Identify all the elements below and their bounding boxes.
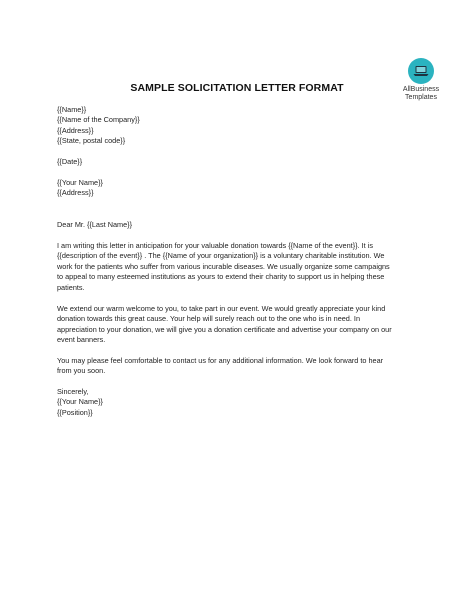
recipient-company: {{Name of the Company}} <box>57 115 140 125</box>
paragraph-2-line: appreciation to your donation, we will give you a donation certificate and advertise your company on our <box>57 324 392 334</box>
laptop-icon <box>408 58 434 84</box>
recipient-name: {{Name}} <box>57 105 87 114</box>
paragraph-2-line: event banners. <box>57 335 106 345</box>
paragraph-3-line: You may please feel comfortable to contact us for any additional information. We look forward to hear <box>57 356 384 365</box>
sign-off: Sincerely, <box>57 387 89 396</box>
paragraph-1-line: to appeal to many esteemed institutions as yours to extend their charity to support us in helping these <box>57 272 385 282</box>
closing-block <box>57 387 427 418</box>
recipient-state-postal: {{State, postal code}} <box>57 136 126 146</box>
closing-position: {{Position}} <box>57 407 93 417</box>
paragraph-1-line: work for the patients who suffer from various incurable diseases. We usually organize some campaigns <box>57 261 390 271</box>
paragraph-2 <box>57 304 427 346</box>
salutation: Dear Mr. {{Last Name}} <box>57 220 133 229</box>
letter-title: SAMPLE SOLICITATION LETTER FORMAT <box>130 82 344 94</box>
paragraph-1-line: I am writing this letter in anticipation for your valuable donation towards {{Name of the event}}. It is <box>57 241 373 250</box>
paragraph-1-line: {{description of the event}} . The {{Name of your organization}} is a voluntary charitable institution. We <box>57 251 385 261</box>
sender-name: {{Your Name}} <box>57 178 103 187</box>
logo-brand-line2: Templates <box>405 94 437 101</box>
closing-name: {{Your Name}} <box>57 397 103 407</box>
salutation-block <box>57 220 427 230</box>
paragraph-1-line: patients. <box>57 282 85 292</box>
paragraph-3 <box>57 356 427 377</box>
paragraph-3-line: from you soon. <box>57 366 106 376</box>
sender-block <box>57 178 427 199</box>
paragraph-2-line: We extend our warm welcome to you, to take part in our event. We would greatly appreciate your kind <box>57 304 386 313</box>
letter-date: {{Date}} <box>57 157 83 166</box>
sender-address: {{Address}} <box>57 188 94 198</box>
paragraph-2-line: donation towards this great cause. Your help will surely reach out to the one who is in need. In <box>57 314 361 324</box>
date-block <box>57 157 427 167</box>
paragraph-1 <box>57 241 427 293</box>
recipient-block <box>57 105 427 147</box>
logo-brand-line1: AllBusiness <box>402 86 440 93</box>
recipient-address: {{Address}} <box>57 125 94 135</box>
allbusiness-logo <box>395 58 447 102</box>
